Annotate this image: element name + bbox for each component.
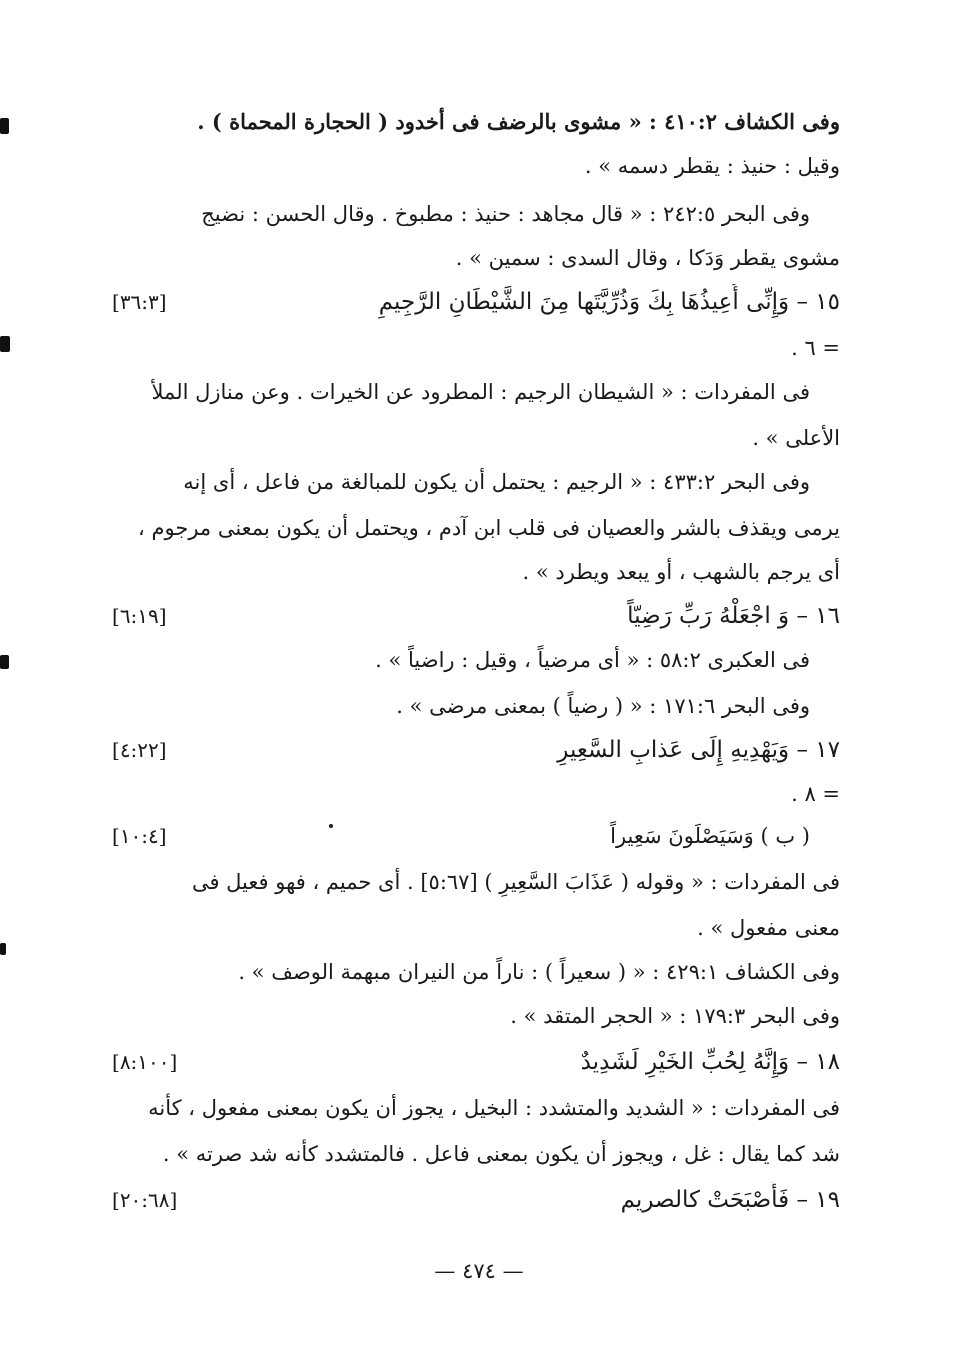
text-line-24: شد كما يقال : غل ، ويجوز أن يكون بمعنى فاعل . فالمتشدد كأنه شد صرته » . <box>162 1142 840 1166</box>
verse-19-ref: [٢٠:٦٨] <box>112 1188 178 1212</box>
text-line-6: = ٦ . <box>791 336 840 360</box>
verse-16-ref: [٦:١٩] <box>112 604 167 628</box>
text-line-10: يرمى ويقذف بالشر والعصيان فى قلب ابن آدم ، ويحتمل أن يكون بمعنى مرجوم ، <box>138 516 840 540</box>
verse-15-ref: [٣٦:٣] <box>112 290 167 314</box>
text-line-21: وفى البحر ١٧٩:٣ : « الحجر المتقد » . <box>510 1004 840 1028</box>
text-line-4: مشوى يقطر وَدَكا ، وقال السدى : سمين » . <box>455 246 840 270</box>
verse-15: ١٥ – وَإِنِّى أُعِيذُهَا بِكَ وَذُرِّيَّتَها مِنَ الشَّيْطَانِ الرَّجِيمِ <box>378 289 840 315</box>
scan-mark <box>0 118 9 134</box>
verse-18-ref: [٨:١٠٠] <box>112 1050 178 1074</box>
text-line-20: وفى الكشاف ٤٢٩:١ : « ( سعيراً ) : ناراً من النيران مبهمة الوصف » . <box>238 960 840 984</box>
page-number: — ٤٧٤ — <box>434 1259 524 1283</box>
verse-17b-ref: [١٠:٤] <box>112 824 167 848</box>
text-line-8: الأعلى » . <box>752 426 840 450</box>
text-line-11: أى يرجم بالشهب ، أو يبعد ويطرد » . <box>522 560 840 584</box>
text-line-19: معنى مفعول » . <box>697 916 840 940</box>
verse-17-ref: [٤:٢٢] <box>112 738 167 762</box>
verse-19: ١٩ – فَأَصْبَحَتْ كالصريم <box>620 1187 840 1213</box>
text-line-16: = ٨ . <box>791 782 840 806</box>
text-line-13: فى العكبرى ٥٨:٢ : « أى مرضياً ، وقيل : راضياً » . <box>375 648 810 672</box>
scan-mark <box>0 655 9 669</box>
scan-mark <box>0 943 6 955</box>
text-line-9: وفى البحر ٤٣٣:٢ : « الرجيم : يحتمل أن يكون للمبالغة من فاعل ، أى إنه <box>183 470 810 494</box>
verse-17: ١٧ – وَيَهْدِيهِ إِلَى عَذابِ السَّعِيرِ <box>557 737 840 763</box>
text-line-2: وقيل : حنيذ : يقطر دسمه » . <box>584 154 840 178</box>
verse-16: ١٦ – وَ اجْعَلْهُ رَبِّ رَضِيّاً <box>627 603 840 629</box>
verse-17b: ( ب ) وَسَيَصْلَونَ سَعِيراً <box>610 824 810 848</box>
text-line-23: فى المفردات : « الشديد والمتشدد : البخيل ، يجوز أن يكون بمعنى مفعول ، كأنه <box>148 1096 840 1120</box>
scan-mark <box>0 336 10 352</box>
text-line-7: فى المفردات : « الشيطان الرجيم : المطرود عن الخيرات . وعن منازل الملأ <box>151 380 810 404</box>
text-line-18: فى المفردات : « وقوله ( عَذَابَ السَّعِيرِ ) [٥:٦٧] . أى حميم ، فهو فعيل فى <box>191 870 840 894</box>
text-line-3: وفى البحر ٢٤٢:٥ : « قال مجاهد : حنيذ : مطبوخ . وقال الحسن : نضيج <box>201 202 810 226</box>
verse-18: ١٨ – وَإِنَّهُ لِحُبِّ الخَيْرِ لَشَدِيدٌ <box>580 1049 840 1075</box>
text-line-14: وفى البحر ١٧١:٦ : « ( رضياً ) بمعنى مرضى » . <box>396 694 810 718</box>
text-line-1: وفى الكشاف ٤١٠:٢ : « مشوى بالرضف فى أخدود ( الحجارة المحماة ) . <box>197 109 840 134</box>
